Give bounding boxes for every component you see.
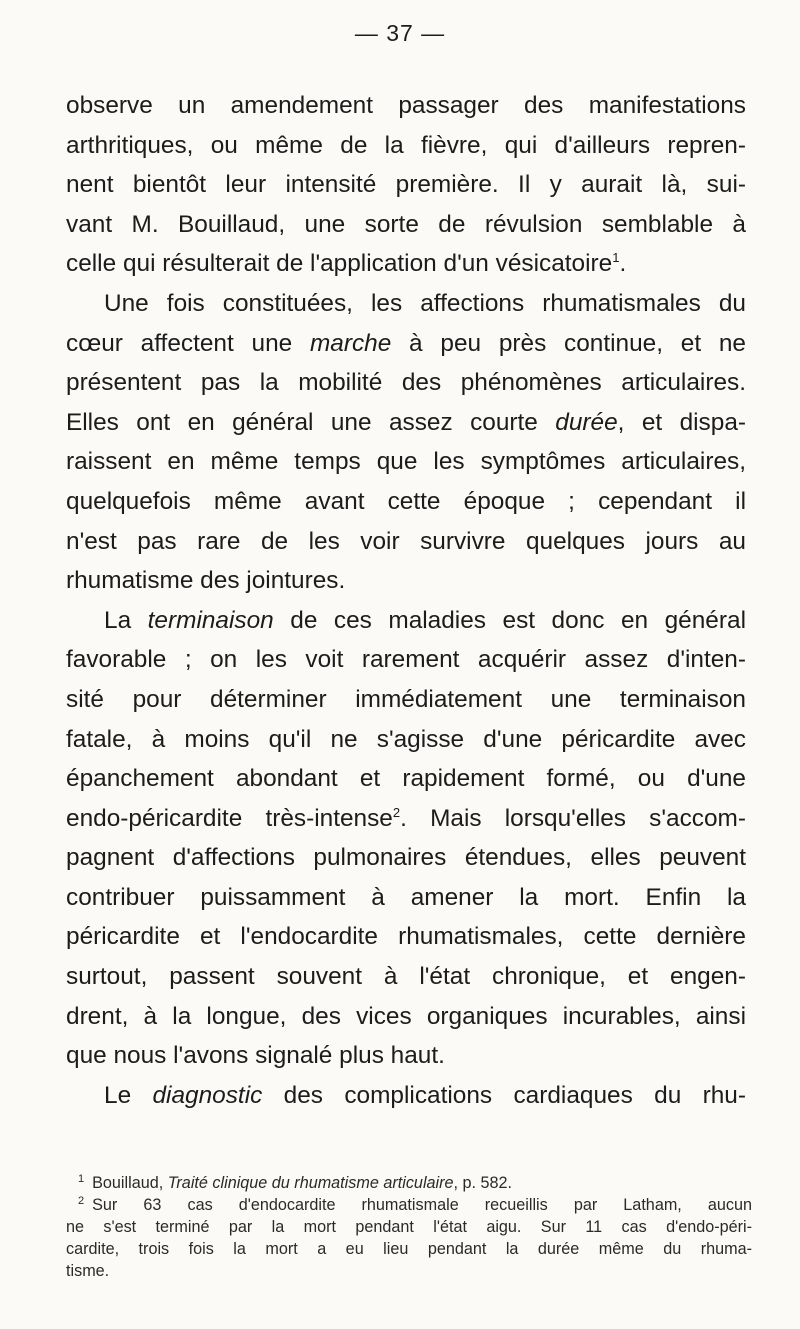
text-line: n'est pas rare de les voir survivre quelques jours au (66, 527, 746, 555)
text-line: arthritiques, ou même de la fièvre, qui d'ailleurs repren- (66, 131, 746, 159)
text-segment: à peu près continue, et ne (391, 329, 746, 357)
text-line: observe un amendement passager des manifestations (66, 92, 746, 119)
footnote-line: cardite, trois fois la mort a eu lieu pendant la durée même du rhuma- (66, 1240, 752, 1258)
text-segment: . (619, 250, 627, 278)
footnote-ref: 2 (392, 804, 401, 820)
text-line: que nous l'avons signalé plus haut. (66, 1042, 445, 1070)
text-line: drent, à la longue, des vices organiques incurables, ainsi (66, 1002, 746, 1030)
text-segment: La (104, 606, 148, 634)
text-line (66, 403, 746, 443)
text-line: quelquefois même avant cette époque ; cependant il (66, 487, 746, 515)
text-line (66, 244, 746, 284)
footnote-mark: 2 (78, 1195, 85, 1207)
text-segment: cœur affectent une (66, 329, 310, 357)
text-line: rhumatisme des jointures. (66, 567, 346, 595)
text-segment: Sur 63 cas d'endocardite rhumatismale recueillis par Latham, aucun (92, 1196, 752, 1214)
text-segment: de ces maladies est donc en général (273, 606, 746, 634)
text-line: sité pour déterminer immédiatement une terminaison (66, 685, 746, 713)
text-line: contribuer puissamment à amener la mort. Enfin la (66, 883, 746, 911)
italic-term: diagnostic (152, 1081, 263, 1109)
text-line (66, 324, 746, 364)
italic-term: marche (309, 329, 392, 357)
text-line (66, 601, 746, 641)
text-line: nent bientôt leur intensité première. Il y aurait là, sui- (66, 171, 746, 199)
text-line: fatale, à moins qu'il ne s'agisse d'une péricardite avec (66, 725, 746, 753)
text-line (66, 1076, 746, 1116)
text-line: épanchement abondant et rapidement formé, ou d'une (66, 765, 746, 793)
italic-term: terminaison (147, 606, 274, 634)
text-line: péricardite et l'endocardite rhumatismales, cette dernière (66, 923, 746, 951)
text-line: présentent pas la mobilité des phénomènes articulaires. (66, 369, 746, 397)
text-line: vant M. Bouillaud, une sorte de révulsion semblable à (66, 210, 746, 238)
text-segment: endo-péricardite très-intense (66, 804, 393, 832)
body-text (66, 86, 746, 1115)
italic-term: durée (555, 408, 618, 436)
text-segment: Le (104, 1081, 153, 1109)
footnote-2 (66, 1194, 752, 1216)
footnote-ref: 1 (612, 250, 620, 266)
footnote-1 (66, 1172, 752, 1194)
text-segment: Bouillaud, (92, 1174, 168, 1192)
footnote-line: ne s'est terminé par la mort pendant l'état aigu. Sur 11 cas d'endo-péri- (66, 1218, 752, 1236)
footnotes (66, 1172, 752, 1282)
text-line: raissent en même temps que les symptômes articulaires, (66, 448, 746, 476)
footnote-mark: 1 (78, 1173, 85, 1185)
text-segment: , et dispa- (617, 408, 747, 436)
footnote-line: tisme. (66, 1262, 110, 1280)
text-segment: . Mais lorsqu'elles s'accom- (400, 804, 746, 832)
text-segment: celle qui résulterait de l'application d'un vésicatoire (66, 250, 613, 278)
text-segment: des complications cardiaques du rhu- (262, 1081, 746, 1109)
text-segment: Elles ont en général une assez courte (66, 408, 556, 436)
text-segment: , p. 582. (453, 1174, 513, 1192)
text-line (66, 799, 746, 839)
italic-title: Traité clinique du rhumatisme articulaire (167, 1174, 454, 1192)
text-line: pagnent d'affections pulmonaires étendues, elles peuvent (66, 844, 746, 872)
text-line: favorable ; on les voit rarement acquérir assez d'inten- (66, 646, 746, 674)
text-line: surtout, passent souvent à l'état chronique, et engen- (66, 963, 746, 991)
text-line: Une fois constituées, les affections rhumatismales du (104, 289, 746, 317)
page-number: — 37 — (354, 20, 446, 46)
